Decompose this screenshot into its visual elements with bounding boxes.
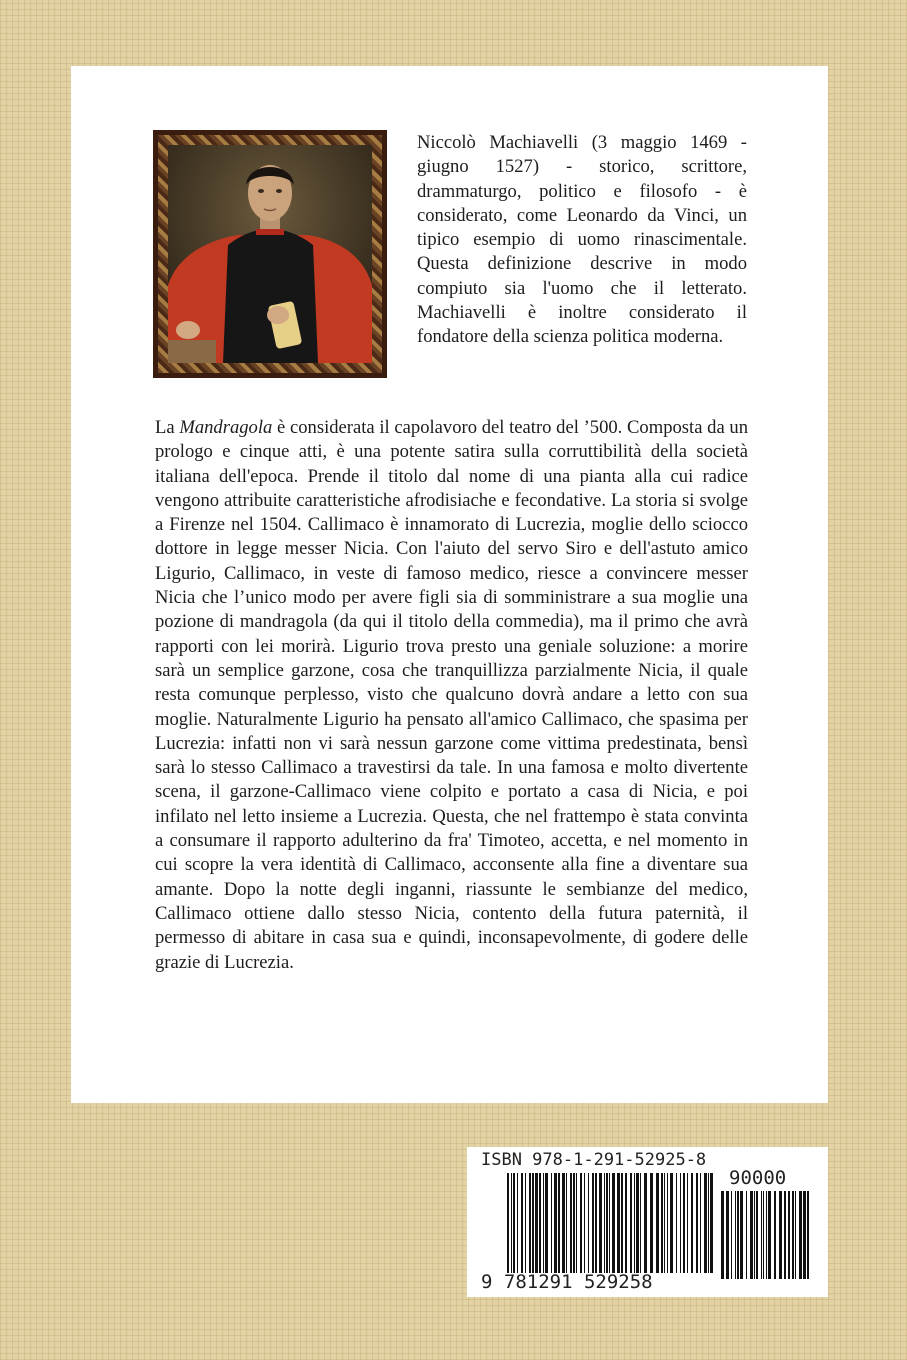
barcode-bar [704, 1173, 707, 1273]
barcode-bar [612, 1173, 615, 1273]
barcode-bar [595, 1173, 597, 1273]
addon-barcode-bars [721, 1191, 811, 1279]
barcode-bar [768, 1191, 771, 1279]
barcode-bar [573, 1173, 575, 1273]
barcode-bar [630, 1173, 632, 1273]
right-eye [276, 189, 282, 193]
barcode-bar [644, 1173, 647, 1273]
synopsis-title: Mandragola [179, 417, 273, 438]
barcode-bar [788, 1191, 790, 1279]
barcode-bar [532, 1173, 534, 1273]
barcode-bar [799, 1191, 802, 1279]
barcode-bar [746, 1191, 747, 1279]
barcode-bar [588, 1173, 589, 1273]
barcode-bar [650, 1173, 653, 1273]
barcode-bar [604, 1173, 605, 1273]
barcode-bar [731, 1191, 732, 1279]
barcode-bar [766, 1191, 767, 1279]
barcode-bar [691, 1173, 693, 1273]
barcode-bar [687, 1173, 688, 1273]
barcode-bar [750, 1191, 753, 1279]
barcode-bar [774, 1191, 776, 1279]
barcode-bar [525, 1173, 526, 1273]
barcode-bar [529, 1173, 531, 1273]
barcode-bar [735, 1191, 736, 1279]
author-bio: Niccolò Machiavelli (3 maggio 1469 - giugno 1527) - storico, scrittore, drammaturgo, politico e filosofo - è considerato, come Leonardo da Vinci, un tipico esempio di uomo rinascimentale. Questa definizione descrive in modo compiuto sia l'uomo che il letterato. Machiavelli è inoltre considerato il fondatore della scienza politica moderna. [417, 132, 747, 348]
barcode-bar [517, 1173, 518, 1273]
barcode-bar [554, 1173, 557, 1273]
black-robe [223, 229, 318, 363]
barcode-bar [721, 1191, 724, 1279]
left-eye [258, 189, 264, 193]
barcode-bar [792, 1191, 794, 1279]
barcode-bar [740, 1191, 743, 1279]
barcode-bar [761, 1191, 762, 1279]
barcode-bar [683, 1173, 685, 1273]
barcode-bar [680, 1173, 681, 1273]
barcode-bar [737, 1191, 739, 1279]
barcode-bar [562, 1173, 565, 1273]
barcode-bar [807, 1191, 809, 1279]
barcode-bar [539, 1173, 541, 1273]
barcode-bar [545, 1173, 548, 1273]
isbn-barcode [467, 1147, 828, 1297]
barcode-bar [708, 1173, 709, 1273]
barcode-bar [754, 1191, 755, 1279]
barcode-bar [570, 1173, 572, 1273]
barcode-bar [558, 1173, 560, 1273]
barcode-bar [795, 1191, 796, 1279]
barcode-bar [584, 1173, 585, 1273]
synopsis-text: è considerata il capolavoro del teatro del ’500. Composta da un prologo e cinque atti, è una potente satira sulla corruttibilità della società italiana dell'epoca. Prende il titolo dal nome di una pianta alla cui radice vengono attribuite caratteristiche afrodisiache e fecondative. La storia si svolge a Firenze nel 1504. Callimaco è innamorato di Lucrezia, moglie dello sciocco dottore in legge messer Nicia. Con l'aiuto del servo Siro e dell'astuto amico Ligurio, Callimaco, in veste di famoso medico, riesce a convincere messer Nicia che l’unico modo per avere figli sia di somministrare a sua moglie una pozione di mandragola (da qui il titolo della commedia), ma il primo che avrà rapporti con lei morirà. Ligurio trova presto una geniale soluzione: a morire sarà un semplice garzone, cosa che tranquillizza parzialmente Nicia, il quale resta comunque perplesso, visto che qualcuno dovrà andare a letto con sua moglie. Naturalmente Ligurio ha pensato all'amico Callimaco, che spasima per Lucrezia: infatti non vi sarà nessun garzone come vittima predestinata, bensì sarà lo stesso Callimaco a travestirsi da tale. In una famosa e molto divertente scena, il garzone-Callimaco viene colpito e portato a casa di Nicia, e poi infilato nel letto insieme a Lucrezia. Questa, che nel frattempo è stata convinta a consumare il rapporto adulterino da fra' Timoteo, accetta, e nel momento in cui scopre la vera identità di Callimaco, acconsente alla fine a diventare sua amante. Dopo la notte degli inganni, riassunte le sembianze del medico, Callimaco ottiene dallo stesso Nicia, contento della futura paternità, il permesso di abitare in casa sua e quindi, inconsapevolmente, di godere delle grazie di Lucrezia. [155, 417, 749, 973]
barcode-bar [667, 1173, 668, 1273]
barcode-bar [513, 1173, 515, 1273]
barcode-bar [551, 1173, 552, 1273]
addon-digits: 90000 [729, 1167, 787, 1189]
synopsis-lead: La [155, 417, 175, 438]
barcode-bar [511, 1173, 512, 1273]
portrait-image [168, 145, 372, 363]
isbn-label: ISBN 978-1-291-52925-8 [481, 1150, 707, 1170]
barcode-bar [763, 1191, 764, 1279]
left-hand [176, 321, 200, 339]
barcode-bar [609, 1173, 610, 1273]
barcode-bar [661, 1173, 663, 1273]
barcode-bar [696, 1173, 698, 1273]
barcode-bar [625, 1173, 627, 1273]
barcode-bar [606, 1173, 608, 1273]
table [168, 340, 216, 363]
barcode-bar [543, 1173, 544, 1273]
barcode-bar [756, 1191, 758, 1279]
machiavelli-portrait [153, 130, 387, 378]
barcode-bar [592, 1173, 594, 1273]
barcode-bar [576, 1173, 577, 1273]
barcode-bar [640, 1173, 641, 1273]
barcode-bar [634, 1173, 635, 1273]
barcode-bar [636, 1173, 639, 1273]
book-synopsis [155, 416, 748, 975]
barcode-bar [599, 1173, 602, 1273]
barcode-bar [803, 1191, 806, 1279]
right-hand [267, 306, 289, 324]
barcode-bar [710, 1173, 713, 1273]
barcode-bar [621, 1173, 623, 1273]
barcode-bar [670, 1173, 673, 1273]
barcode-bar [580, 1173, 582, 1273]
barcode-bar [779, 1191, 782, 1279]
barcode-bar [521, 1173, 523, 1273]
barcode-bar [664, 1173, 665, 1273]
barcode-bars [507, 1173, 713, 1273]
barcode-bar [656, 1173, 659, 1273]
red-collar [256, 229, 284, 235]
content-panel [71, 66, 828, 1103]
barcode-bar [617, 1173, 620, 1273]
barcode-bar [507, 1173, 509, 1273]
barcode-bar [784, 1191, 786, 1279]
barcode-bar [726, 1191, 729, 1279]
barcode-digits: 9 781291 529258 [481, 1271, 653, 1293]
barcode-bar [676, 1173, 677, 1273]
barcode-bar [535, 1173, 538, 1273]
barcode-bar [700, 1173, 701, 1273]
barcode-bar [566, 1173, 567, 1273]
